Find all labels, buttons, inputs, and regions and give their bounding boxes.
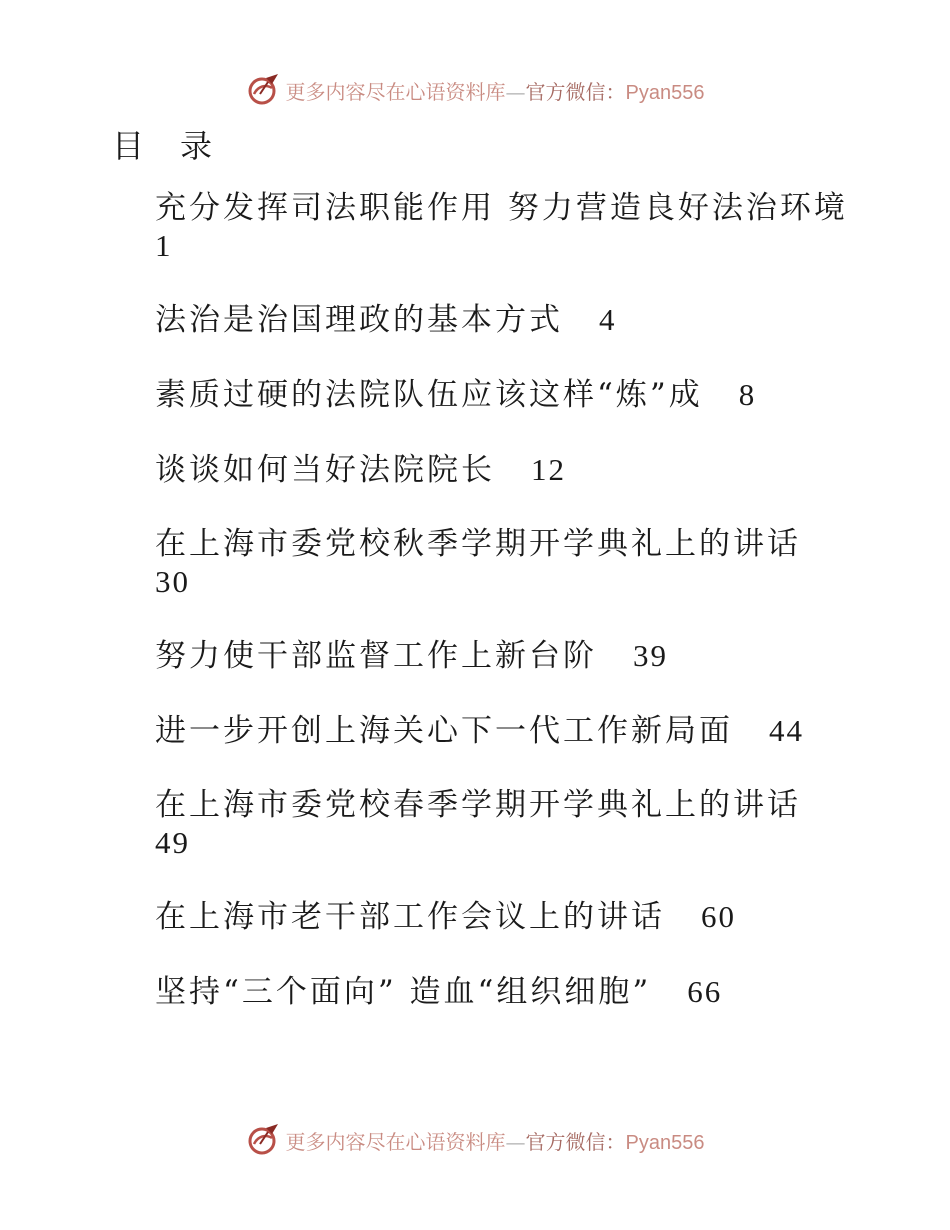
toc-entry [155, 637, 875, 675]
toc-entry-page: 1 [155, 228, 173, 263]
watermark-wechat-label: 官方微信： [525, 79, 626, 104]
toc-entry-title: 坚持“三个面向” 造血“组织细胞” [155, 974, 652, 1010]
toc-entry [155, 787, 875, 861]
toc-heading: 目录 [112, 127, 249, 165]
toc-entry-title: 素质过硬的法院队伍应该这样“炼”成 [155, 377, 703, 413]
toc-entry [155, 526, 875, 600]
pen-swirl-logo-icon [246, 72, 282, 108]
watermark-text [286, 1126, 705, 1155]
toc-entry-title: 在上海市委党校秋季学期开学典礼上的讲话 [155, 526, 801, 562]
toc-entry [155, 898, 875, 936]
toc-entry [155, 712, 875, 750]
toc-entry-page: 12 [531, 452, 566, 487]
watermark-main: 更多内容尽在心语资料库 [285, 79, 506, 104]
header-watermark [0, 70, 950, 110]
toc-list [155, 190, 875, 1048]
toc-entry-page: 49 [155, 825, 190, 860]
toc-entry [155, 973, 875, 1011]
toc-entry-page: 30 [155, 564, 190, 599]
toc-entry [155, 301, 875, 339]
toc-entry [155, 451, 875, 489]
toc-entry-page: 4 [599, 302, 617, 337]
toc-entry-title: 在上海市老干部工作会议上的讲话 [155, 899, 665, 935]
toc-entry [155, 190, 875, 264]
watermark-wechat-id: Pyan556 [625, 1131, 705, 1154]
watermark-separator: — [505, 79, 526, 104]
toc-entry-title: 法治是治国理政的基本方式 [155, 302, 563, 338]
toc-entry-page: 8 [738, 377, 757, 412]
toc-entry-title: 在上海市委党校春季学期开学典礼上的讲话 [155, 787, 801, 823]
toc-entry-title: 努力使干部监督工作上新台阶 [155, 638, 597, 674]
pen-swirl-logo-icon [246, 1122, 282, 1158]
toc-entry [155, 376, 875, 414]
toc-entry-title: 进一步开创上海关心下一代工作新局面 [155, 713, 733, 749]
toc-entry-title: 充分发挥司法职能作用 努力营造良好法治环境 [155, 190, 848, 226]
toc-entry-page: 39 [633, 638, 668, 673]
toc-entry-page: 60 [701, 899, 736, 934]
watermark-wechat-label: 官方微信： [525, 1129, 626, 1154]
watermark-separator: — [505, 1129, 526, 1154]
watermark-main: 更多内容尽在心语资料库 [285, 1129, 506, 1154]
toc-entry-page: 66 [687, 974, 723, 1009]
toc-entry-page: 44 [769, 713, 804, 748]
toc-entry-title: 谈谈如何当好法院院长 [155, 452, 495, 488]
footer-watermark [0, 1120, 950, 1160]
watermark-wechat-id: Pyan556 [625, 81, 705, 104]
watermark-text [286, 76, 705, 105]
